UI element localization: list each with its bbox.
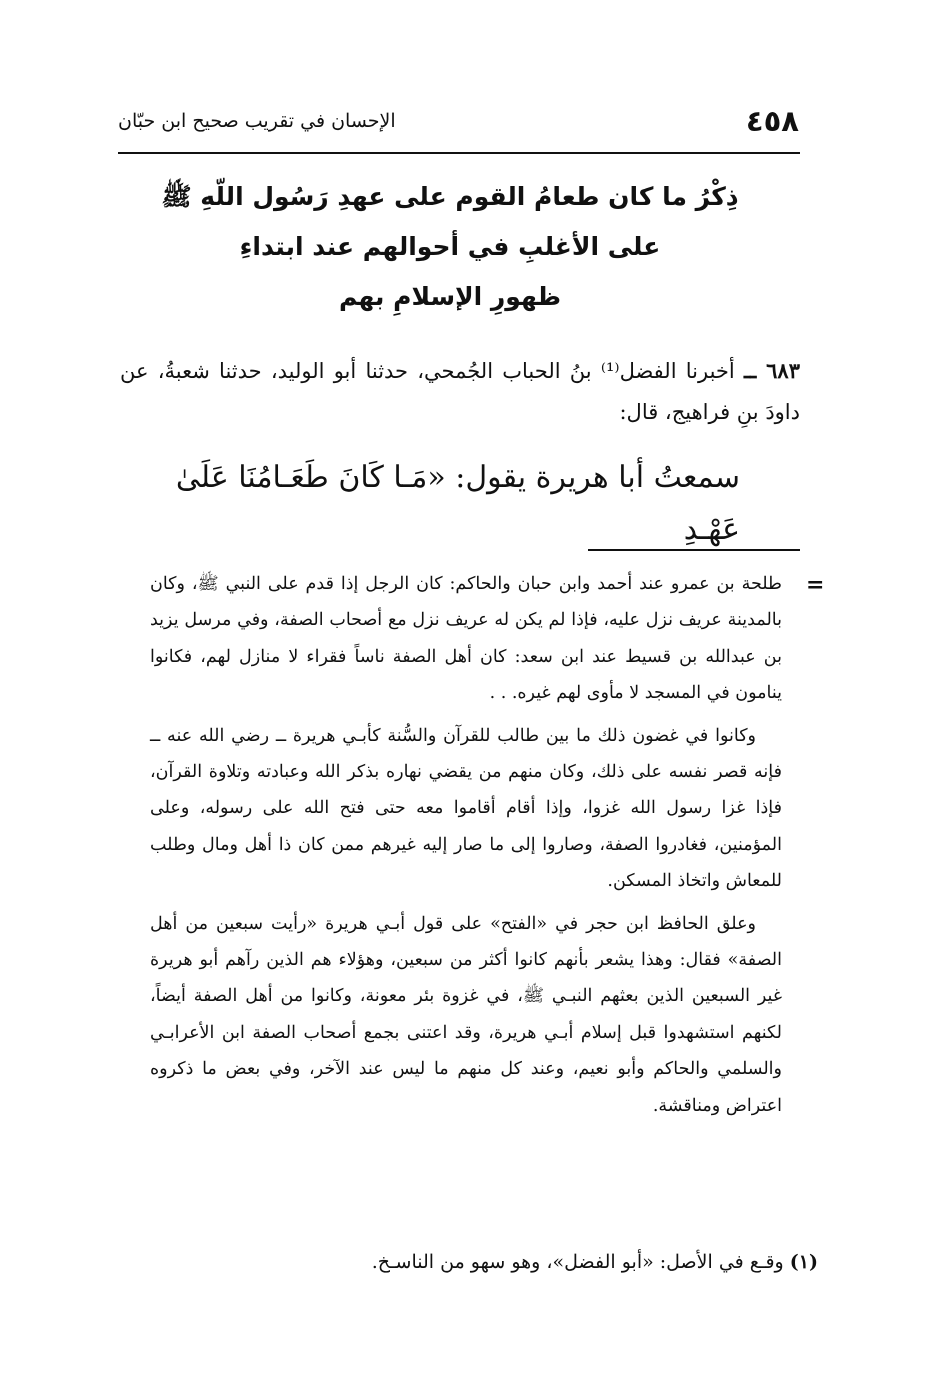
footnote-separator [588,549,800,551]
footnote-continuation-mark: = [806,572,825,598]
running-title: الإحسان في تقريب صحيح ابن حبّان [118,110,396,132]
header-rule [118,152,800,154]
hadith-isnad: أخبرنا الفضل⁽¹⁾ بنُ الحباب الجُمحي، حدثنا أبو الوليد، حدثنا شعبةُ، عن داودَ بنِ فراهيج، قال: [120,359,800,424]
footnote-1-text: وقـع في الأصل: «أبو الفضل»، وهو سهو من الناسـخ. [371,1251,784,1273]
footnote-paragraph: طلحة بن عمرو عند أحمد وابن حبان والحاكم: كان الرجل إذا قدم على النبي ﷺ، وكان بالمدينة عريف نزل عليه، فإذا لم يكن له عريف نزل مع أصحاب الصفة، وفي مرسل يزيد بن عبدالله بن قسيط عند ابن سعد: كان أهل الصفة ناساً فقراء لا منازل لهم، فكانوا ينامون في المسجد لا مأوى لهم غيره. . . [150,574,782,704]
hadith-number: ٦٨٣ ــ [743,358,800,383]
hadith-text [120,350,800,433]
footnote-1 [150,1244,818,1280]
footnotes [150,566,782,1130]
hadith-quote: سمعتُ أبا هريرة يقول: «مَـا كَانَ طَعَـامُنَا عَلَىٰ عَهْـدِ [175,460,740,547]
chapter-heading-line-3: ظهورِ الإسلامِ بهم [338,282,562,311]
page-number: ٤٥٨ [745,104,799,138]
page-header [118,102,799,150]
chapter-heading-line-1: ذِكْرُ ما كان طعامُ القوم على عهدِ رَسُول اللّهِ ﷺ [161,182,739,211]
footnote-1-marker: (١) [789,1251,818,1273]
chapter-heading-line-2: على الأغلبِ في أحوالهم عند ابتداءِ [239,232,661,261]
chapter-heading [150,172,750,322]
footnote-paragraph: وكانوا في غضون ذلك ما بين طالب للقرآن والسُّنة كأبـي هريرة ــ رضي الله عنه ــ فإنه قصر نفسه على ذلك، وكان منهم من يقضي نهاره بذكر الله وعبادته وتلاوة القرآن، فإذا غزا رسول الله غزوا، وإذا أقام أقاموا معه حتى فتح الله على رسوله، وعلى المؤمنين، فغادروا الصفة، وصاروا إلى ما صار إليه غيرهم ممن كان ذا أهل ومال وطلب للمعاش واتخاذ المسكن. [150,725,782,892]
footnote-paragraph: وعلق الحافظ ابن حجر في «الفتح» على قول أبـي هريرة «رأيت سبعين من أهل الصفة» فقال: وهذا يشعر بأنهم كانوا أكثر من سبعين، وهؤلاء هم الذين رآهم أبو هريرة غير السبعين الذين بعثهم النبـي ﷺ، في غزوة بئر معونة، وكانوا من أهل الصفة أيضاً، لكنهم استشهدوا قبل إسلام أبـي هريرة، وقد اعتنى بجمع أصحاب الصفة ابن الأعرابـي والسلمي والحاكم وأبو نعيم، وعند كل منهم ما ليس عند الآخر، وفي بعض ما ذكروه اعتراض ومناقشة. [150,913,782,1116]
